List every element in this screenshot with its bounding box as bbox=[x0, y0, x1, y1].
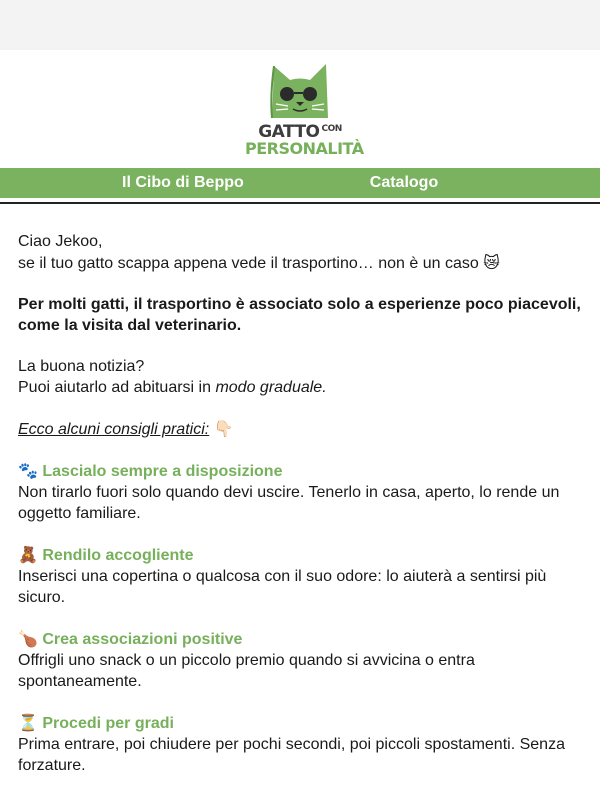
logo-area bbox=[0, 50, 600, 168]
intro-paragraph bbox=[18, 231, 582, 274]
good-news: La buona notizia? bbox=[18, 358, 145, 375]
brand-logo[interactable] bbox=[245, 50, 364, 168]
drumstick-icon: 🍗 bbox=[18, 629, 38, 648]
teddy-bear-icon: 🧸 bbox=[18, 545, 38, 564]
nav-link-cibo-di-beppo[interactable]: Il Cibo di Beppo bbox=[122, 174, 244, 191]
tip-item bbox=[18, 712, 582, 776]
tip-title: Crea associazioni positive bbox=[42, 631, 243, 648]
greeting: Ciao Jekoo, bbox=[18, 233, 103, 250]
tip-item bbox=[18, 628, 582, 692]
tip-title: Rendilo accogliente bbox=[42, 547, 194, 564]
intro-text: se il tuo gatto scappa appena vede il trasportino… non è un caso bbox=[18, 255, 479, 272]
tip-text: Inserisci una copertina o qualcosa con il suo odore: lo aiuterà a sentirsi più sicuro. bbox=[18, 568, 547, 606]
help-text: Puoi aiutarlo ad abituarsi in bbox=[18, 379, 216, 396]
help-italic: modo graduale. bbox=[215, 379, 327, 396]
brand-line-1: GATTO $^{CON}$ bbox=[258, 122, 342, 142]
brand-line-2: PERSONALITÀ bbox=[245, 139, 364, 158]
tips-heading-text: Ecco alcuni consigli pratici: bbox=[18, 421, 210, 438]
tip-item bbox=[18, 460, 582, 524]
bold-statement: Per molti gatti, il trasportino è associato solo a esperienze poco piacevoli, come la visita dal veterinario. bbox=[18, 296, 581, 334]
crying-cat-icon: 😿 bbox=[483, 253, 500, 272]
tip-text: Offrigli uno snack o un piccolo premio quando si avvicina o entra spontaneamente. bbox=[18, 652, 475, 690]
nav-bar bbox=[0, 168, 600, 200]
good-news-paragraph bbox=[18, 356, 582, 398]
tip-text: Non tirarlo fuori solo quando devi uscire. Tenerlo in casa, aperto, lo rende un oggetto familiare. bbox=[18, 484, 560, 522]
tip-text: Prima entrare, poi chiudere per pochi secondi, poi piccoli spostamenti. Senza forzature. bbox=[18, 736, 565, 774]
tip-title: Procedi per gradi bbox=[42, 715, 174, 732]
nav-link-catalogo[interactable]: Catalogo bbox=[369, 174, 439, 191]
tips-heading bbox=[18, 418, 582, 440]
tip-item bbox=[18, 544, 582, 608]
email-top-bar bbox=[0, 0, 600, 50]
pointing-down-icon: 👇🏻 bbox=[213, 419, 234, 438]
hourglass-icon: ⏳ bbox=[18, 713, 38, 732]
email-body bbox=[0, 204, 600, 776]
paw-icon: 🐾 bbox=[18, 461, 38, 480]
cat-icon bbox=[250, 56, 350, 126]
tip-title: Lascialo sempre a disposizione bbox=[42, 463, 283, 480]
